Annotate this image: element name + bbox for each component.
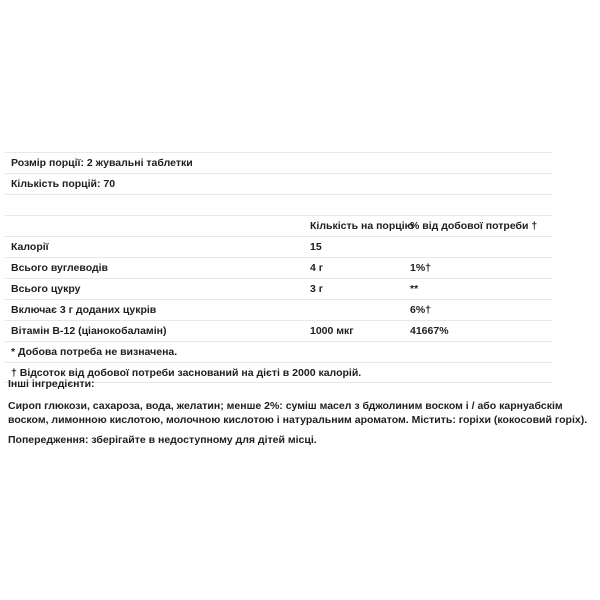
table-row [5, 257, 552, 278]
nutrient-dv: ** [410, 283, 419, 295]
header-amount: Кількість на порцію [310, 220, 414, 232]
nutrient-name: Включає 3 г доданих цукрів [11, 304, 157, 316]
nutrient-dv: 1%† [410, 262, 432, 274]
other-ingredients-title: Інші інгредієнти: [8, 378, 95, 390]
table-row [5, 299, 552, 320]
nutrient-name: Всього цукру [11, 283, 81, 295]
serving-size: Розмір порції: 2 жувальні таблетки [11, 157, 193, 169]
nutrient-amount: 4 г [310, 262, 324, 274]
table-header-row [5, 215, 552, 236]
nutrient-amount: 3 г [310, 283, 324, 295]
warning-text: Попередження: зберігайте в недоступному для дітей місці. [8, 434, 317, 446]
footnote-row [5, 341, 552, 362]
nutrient-name: Всього вуглеводів [11, 262, 109, 274]
nutrient-dv: 6%† [410, 304, 432, 316]
nutrient-amount: 15 [310, 241, 322, 253]
table-row [5, 320, 552, 341]
footnote-daily-value-not-established: * Добова потреба не визначена. [11, 346, 178, 358]
other-ingredients-text: Сироп глюкози, сахароза, вода, желатин; менше 2%: суміш масел з бджолиним воском і / або карнуабскім воском, лимонною кислотою, молочною кислотою і натуральним ароматом. Містить: горіхи (кокосовий горіх). [8, 400, 588, 426]
header-dv: % від добової потреби † [410, 220, 538, 232]
nutrient-amount: 1000 мкг [310, 325, 354, 337]
footnote-percent-daily-value: † Відсоток від добової потреби заснований на дієті в 2000 калорій. [11, 366, 362, 379]
nutrient-name: Вітамін B-12 (ціанокобаламін) [11, 325, 167, 337]
table-row [5, 278, 552, 299]
supplement-facts-table [5, 152, 552, 383]
nutrient-dv: 41667% [410, 325, 449, 337]
serving-count: Кількість порцій: 70 [11, 178, 116, 190]
serving-count-row [5, 173, 552, 194]
table-row [5, 236, 552, 257]
spacer-row [5, 194, 552, 215]
serving-size-row [5, 152, 552, 173]
nutrient-name: Калорії [11, 241, 49, 253]
